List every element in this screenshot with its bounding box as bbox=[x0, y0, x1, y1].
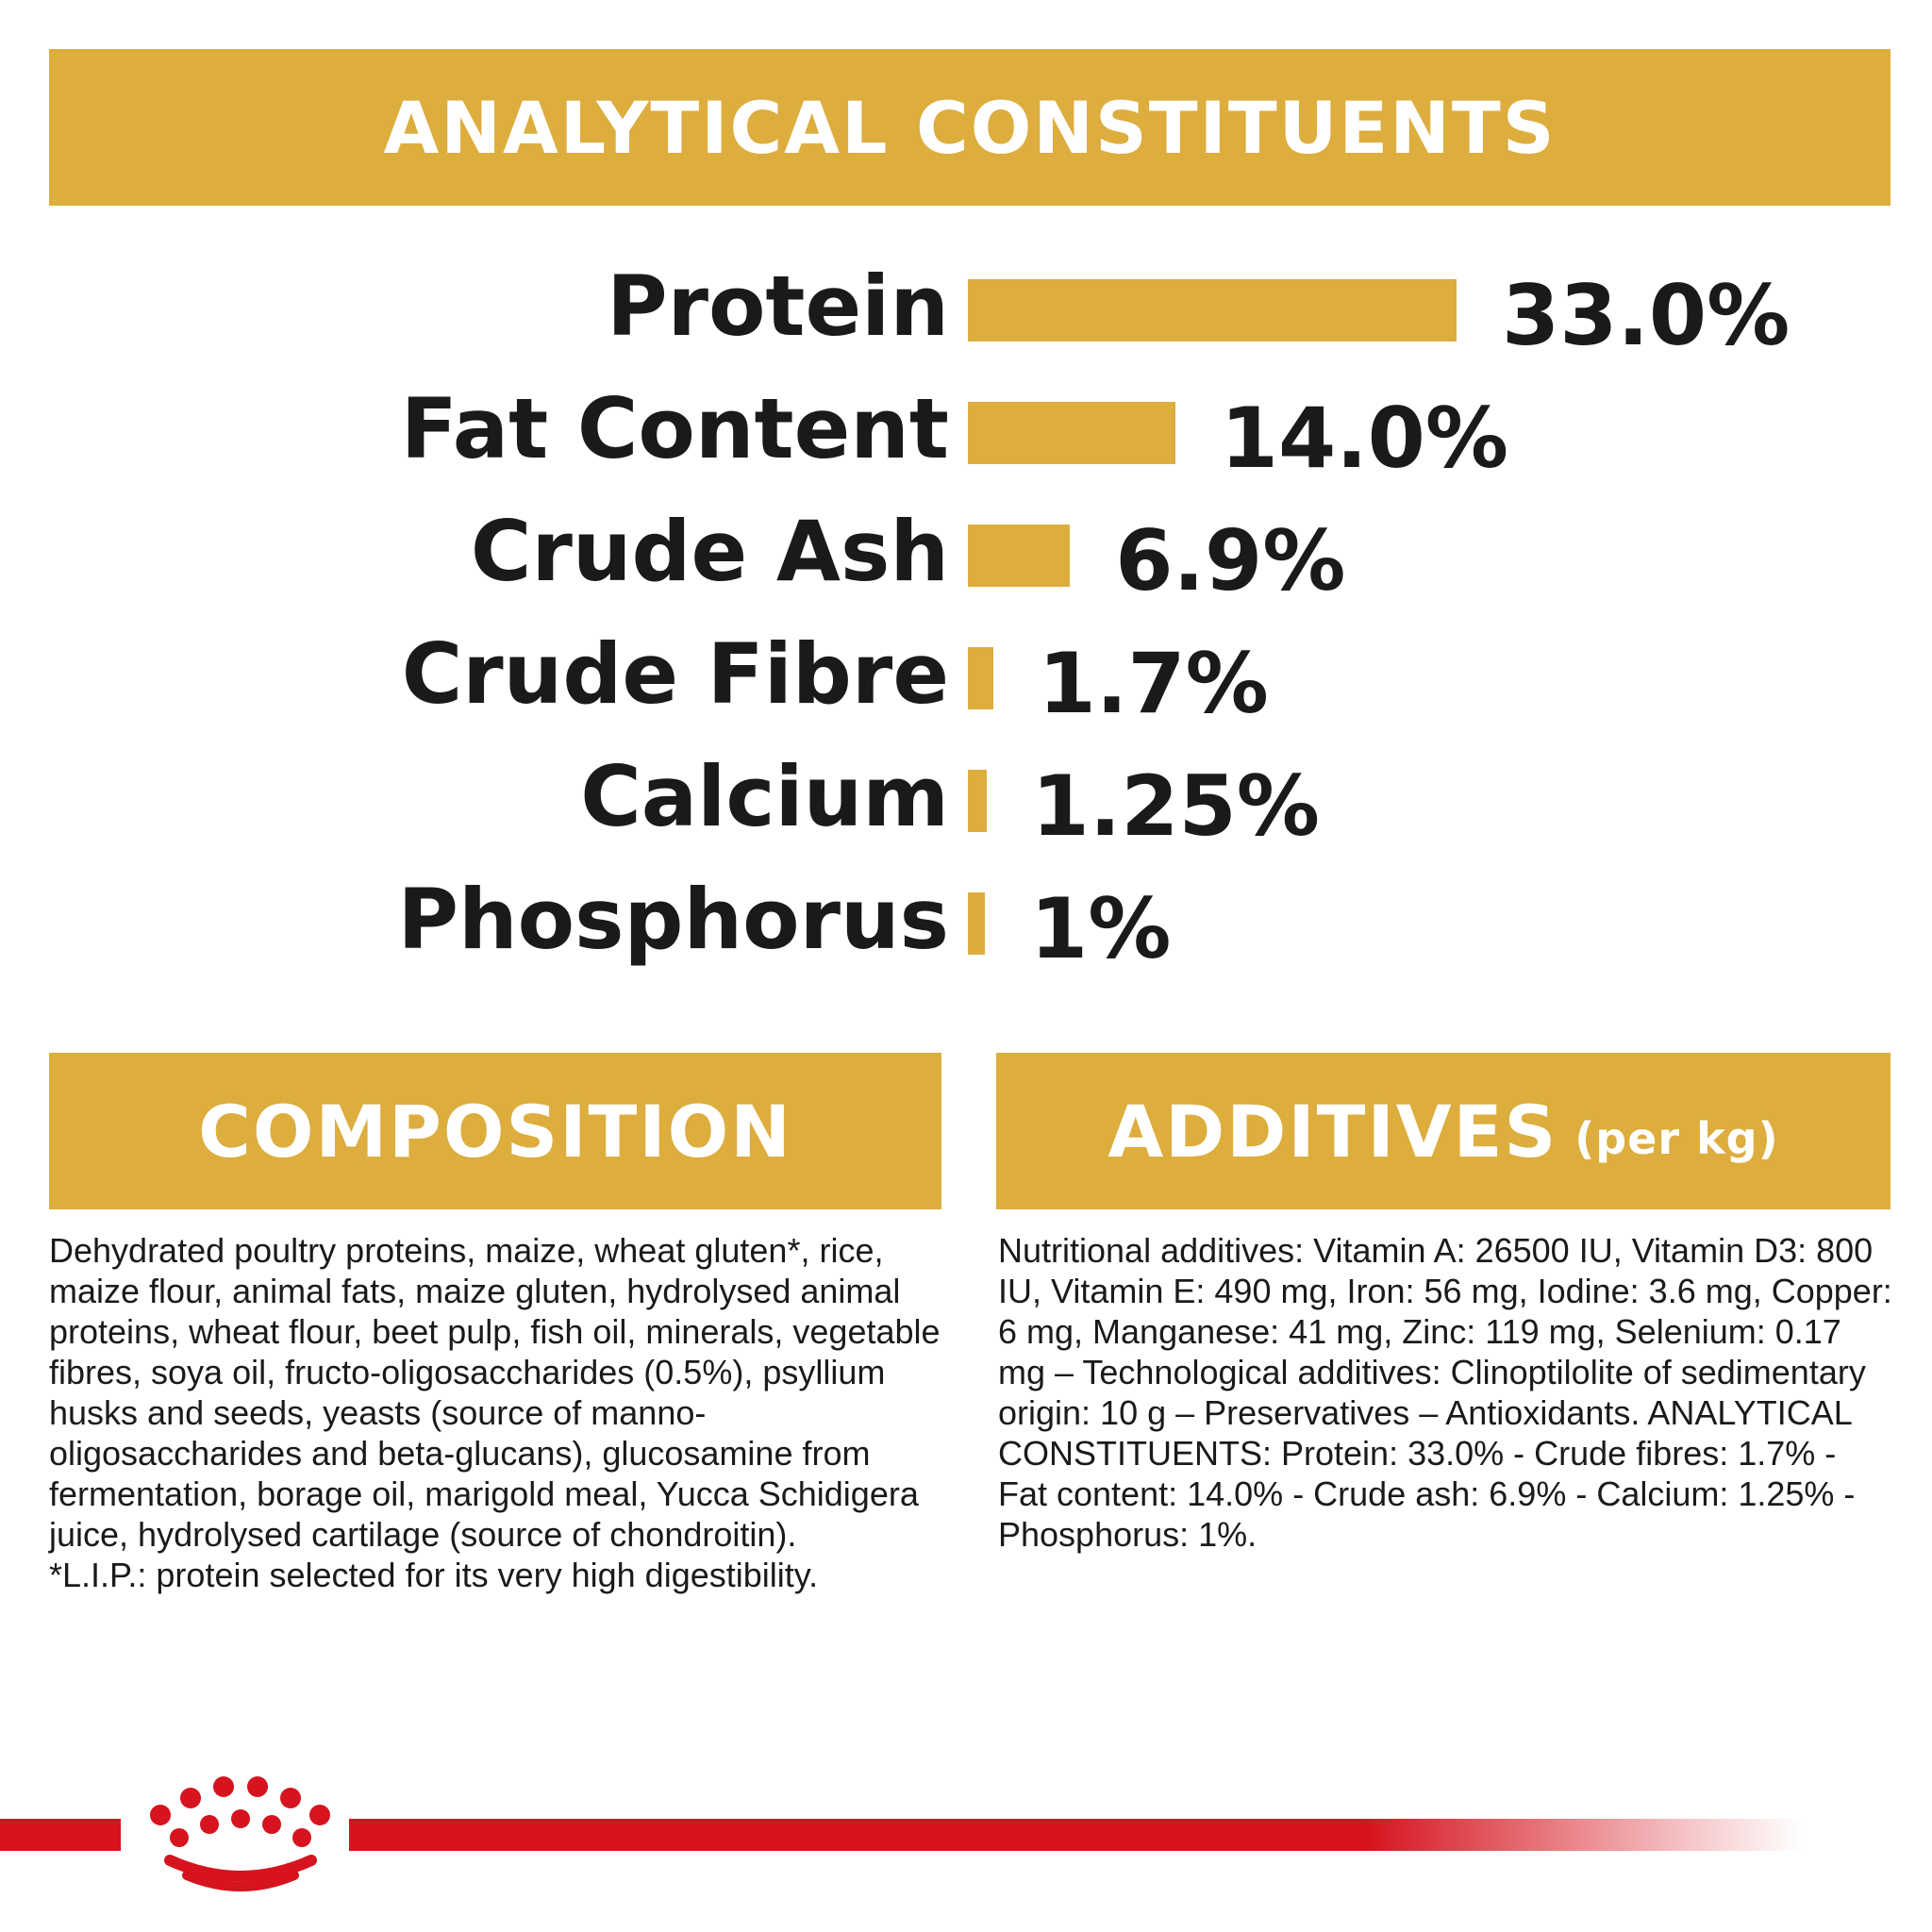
analytical-constituents-banner bbox=[49, 49, 1890, 206]
chart-value-label: 1.25% bbox=[1031, 758, 1320, 855]
chart-row bbox=[0, 868, 1932, 977]
chart-value-label: 14.0% bbox=[1220, 390, 1509, 487]
chart-category-label: Calcium bbox=[580, 748, 949, 845]
additives-banner bbox=[996, 1053, 1890, 1209]
chart-bar bbox=[968, 279, 1457, 341]
composition-footnote: *L.I.P.: protein selected for its very high digestibility. bbox=[49, 1556, 819, 1594]
chart-bar bbox=[968, 647, 993, 709]
composition-banner bbox=[49, 1053, 941, 1209]
additives-list: Nutritional additives: Vitamin A: 26500 IU, Vitamin D3: 800 IU, Vitamin E: 490 mg, Iron: 56 mg, Iodine: 3.6 mg, Copper: 6 mg, Manganese: 41 mg, Zinc: 119 mg, Selenium: 0.17 mg – Technological additives: Clinoptilolite of sedimentary origin: 10 g – Preservatives – Antioxidants. ANALYTICAL CONSTITUENTS: Protein: 33.0% - Crude fibres: 1.7% - Fat content: 14.0% - Crude ash: 6.9% - Calcium: 1.25% - Phosphorus: 1%. bbox=[998, 1231, 1892, 1554]
additives-title: ADDITIVES bbox=[1108, 1089, 1558, 1174]
chart-row bbox=[0, 255, 1932, 364]
chart-category-label: Protein bbox=[607, 258, 949, 355]
chart-bar bbox=[968, 525, 1070, 587]
additives-text-block bbox=[998, 1230, 1894, 1555]
composition-title: COMPOSITION bbox=[198, 1089, 792, 1174]
constituents-bar-chart bbox=[0, 255, 1932, 1009]
composition-text-block bbox=[49, 1230, 945, 1595]
composition-ingredients: Dehydrated poultry proteins, maize, wheat gluten*, rice, maize flour, animal fats, maize gluten, hydrolysed animal proteins, wheat flour, beet pulp, fish oil, minerals, vegetable fibres, soya oil, fructo-oligosaccharides (0.5%), psyllium husks and seeds, yeasts (source of manno-oligosaccharides and beta-glucans), glucosamine from fermentation, borage oil, marigold meal, Yucca Schidigera juice, hydrolysed cartilage (source of chondroitin). bbox=[49, 1231, 941, 1554]
chart-value-label: 1.7% bbox=[1038, 635, 1269, 732]
chart-bar bbox=[968, 770, 987, 832]
chart-row bbox=[0, 745, 1932, 855]
chart-value-label: 33.0% bbox=[1502, 267, 1790, 364]
chart-category-label: Crude Ash bbox=[470, 503, 949, 600]
footer-red-line-right bbox=[349, 1819, 1802, 1851]
additives-subtitle: (per kg) bbox=[1574, 1113, 1779, 1164]
chart-category-label: Crude Fibre bbox=[401, 625, 949, 723]
chart-row bbox=[0, 623, 1932, 732]
chart-value-label: 1% bbox=[1030, 880, 1172, 977]
crown-icon bbox=[132, 1770, 340, 1902]
chart-row bbox=[0, 500, 1932, 609]
chart-bar bbox=[968, 892, 985, 955]
chart-category-label: Fat Content bbox=[400, 380, 949, 477]
chart-row bbox=[0, 377, 1932, 487]
chart-category-label: Phosphorus bbox=[397, 871, 949, 968]
footer-red-line-left bbox=[0, 1819, 121, 1851]
chart-value-label: 6.9% bbox=[1115, 512, 1346, 609]
chart-bar bbox=[968, 402, 1175, 464]
analytical-constituents-title: ANALYTICAL CONSTITUENTS bbox=[383, 85, 1557, 170]
